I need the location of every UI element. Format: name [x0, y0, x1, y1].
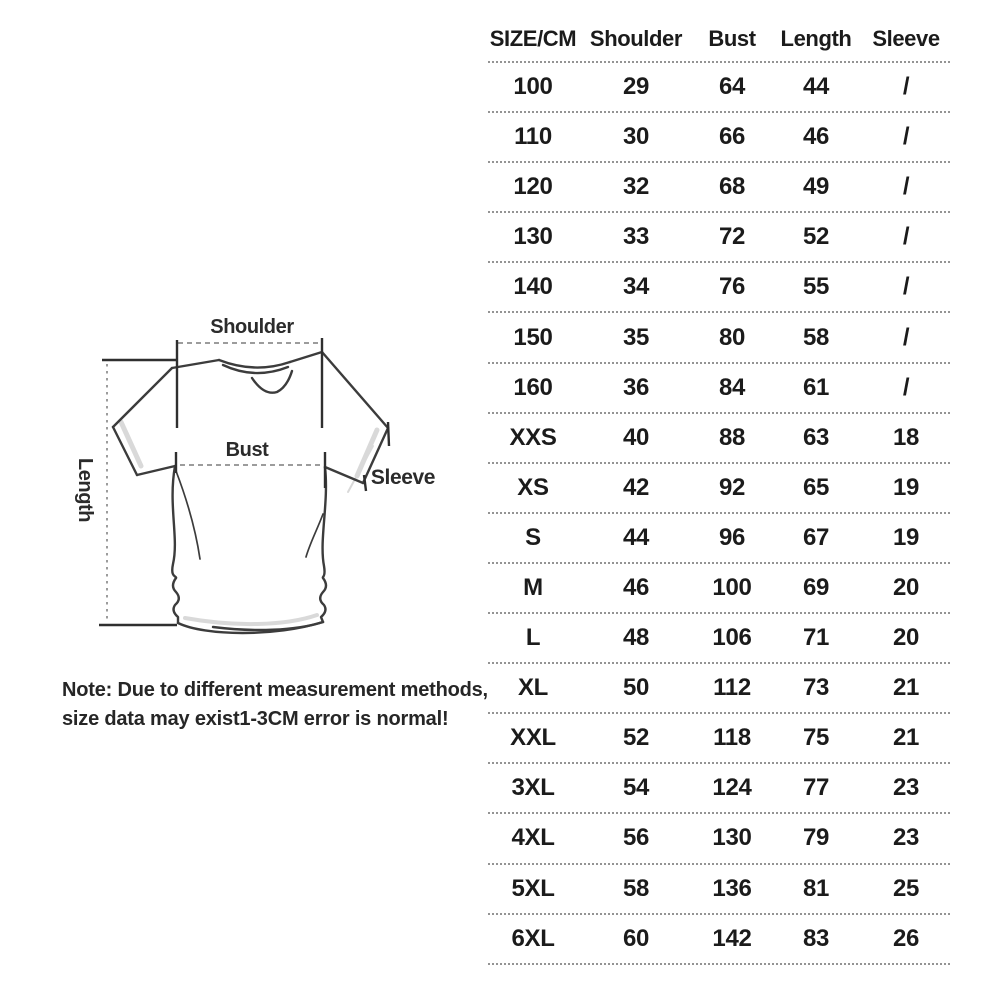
cell-length: 81	[802, 874, 830, 902]
cell-shoulder: 58	[622, 874, 650, 902]
table-row	[488, 664, 950, 714]
table-row	[488, 364, 950, 414]
cell-size: 110	[514, 123, 552, 151]
cell-length: 63	[802, 423, 830, 451]
cell-size: 3XL	[511, 774, 555, 802]
column-header-bust: Bust	[708, 25, 756, 51]
cell-bust: 130	[712, 824, 752, 852]
cell-size: XXS	[509, 423, 557, 451]
cell-length: 69	[802, 573, 830, 601]
table-row	[488, 414, 950, 464]
tshirt-measurement-diagram	[55, 300, 460, 680]
cell-length: 52	[802, 223, 830, 251]
bust-label: Bust	[225, 439, 269, 461]
table-row	[488, 313, 950, 363]
cell-shoulder: 40	[622, 423, 650, 451]
cell-bust: 88	[718, 423, 746, 451]
cell-sleeve: 20	[892, 624, 920, 652]
cell-size: 120	[513, 173, 553, 201]
cell-size: 100	[513, 73, 553, 101]
table-row	[488, 764, 950, 814]
cell-size: L	[525, 624, 541, 652]
sleeve-label: Sleeve	[370, 466, 436, 489]
cell-sleeve: /	[902, 373, 910, 401]
cell-length: 71	[802, 624, 830, 652]
cell-shoulder: 36	[622, 373, 650, 401]
cell-shoulder: 52	[622, 724, 650, 752]
cell-bust: 100	[712, 573, 752, 601]
cell-size: XXL	[510, 724, 556, 752]
table-row	[488, 63, 950, 113]
table-row	[488, 163, 950, 213]
cell-bust: 136	[712, 874, 752, 902]
table-row	[488, 915, 950, 965]
table-row	[488, 213, 950, 263]
cell-bust: 112	[713, 674, 751, 702]
cell-sleeve: /	[902, 223, 910, 251]
cell-shoulder: 32	[622, 173, 650, 201]
dimension-lines	[99, 338, 389, 625]
column-header-size: SIZE/CM	[489, 25, 577, 51]
sleeve-corner-tick	[388, 422, 389, 446]
measurement-note	[62, 676, 488, 734]
cell-shoulder: 46	[622, 573, 650, 601]
cell-bust: 80	[718, 323, 746, 351]
column-header-sleeve: Sleeve	[872, 25, 940, 51]
table-row	[488, 714, 950, 764]
cell-size: 6XL	[511, 924, 555, 952]
size-table-body	[488, 63, 950, 965]
cell-length: 73	[802, 674, 830, 702]
column-header-shoulder: Shoulder	[589, 25, 683, 51]
cell-shoulder: 48	[622, 624, 650, 652]
cell-length: 83	[802, 924, 830, 952]
cell-size: 5XL	[511, 874, 555, 902]
cell-bust: 106	[712, 624, 752, 652]
cell-shoulder: 54	[622, 774, 650, 802]
table-row	[488, 113, 950, 163]
cell-sleeve: 19	[892, 473, 920, 501]
cell-length: 58	[802, 323, 830, 351]
cell-shoulder: 29	[622, 73, 650, 101]
table-row	[488, 514, 950, 564]
cell-length: 65	[802, 473, 830, 501]
cell-sleeve: 23	[892, 824, 920, 852]
cell-bust: 64	[718, 73, 746, 101]
cell-size: 130	[513, 223, 553, 251]
cell-size: XL	[517, 674, 549, 702]
tshirt-diagram-svg	[55, 300, 460, 680]
cell-sleeve: /	[902, 323, 910, 351]
cell-length: 55	[802, 273, 830, 301]
cell-size: M	[523, 573, 543, 601]
cell-length: 77	[802, 774, 830, 802]
cell-sleeve: 23	[892, 774, 920, 802]
cell-bust: 124	[712, 774, 752, 802]
cell-sleeve: /	[902, 273, 910, 301]
cell-size: XS	[517, 473, 549, 501]
cell-shoulder: 50	[622, 674, 650, 702]
measurement-note-line2: size data may exist1-3CM error is normal!	[62, 708, 449, 730]
cell-sleeve: /	[902, 73, 910, 101]
cell-bust: 84	[718, 373, 746, 401]
cell-length: 67	[802, 523, 830, 551]
cell-sleeve: 18	[892, 423, 920, 451]
cell-sleeve: /	[902, 173, 910, 201]
cell-length: 61	[802, 373, 830, 401]
cell-size: 140	[513, 273, 553, 301]
cell-bust: 142	[712, 924, 752, 952]
cell-bust: 118	[713, 724, 751, 752]
cell-bust: 66	[718, 123, 746, 151]
cell-sleeve: 25	[892, 874, 920, 902]
cell-length: 44	[802, 73, 830, 101]
cell-length: 75	[802, 724, 830, 752]
cell-shoulder: 30	[622, 123, 650, 151]
table-row	[488, 564, 950, 614]
tshirt-outline	[113, 352, 388, 633]
table-row	[488, 814, 950, 864]
cell-size: 4XL	[511, 824, 555, 852]
cell-size: S	[525, 523, 541, 551]
length-label: Length	[74, 457, 96, 523]
measurement-note-line1: Note: Due to different measurement methods,	[62, 679, 488, 701]
cell-bust: 96	[718, 523, 746, 551]
cell-shoulder: 34	[622, 273, 650, 301]
cell-sleeve: 21	[892, 724, 920, 752]
cell-length: 46	[802, 123, 830, 151]
cell-shoulder: 44	[622, 523, 650, 551]
cell-size: 150	[513, 323, 553, 351]
cell-shoulder: 35	[622, 323, 650, 351]
cell-shoulder: 60	[622, 924, 650, 952]
cell-bust: 72	[718, 223, 746, 251]
table-header-row	[488, 16, 950, 63]
cell-size: 160	[513, 373, 553, 401]
column-header-length: Length	[780, 25, 852, 51]
cell-bust: 92	[718, 473, 746, 501]
cell-bust: 68	[718, 173, 746, 201]
cell-sleeve: 26	[892, 924, 920, 952]
cell-sleeve: 20	[892, 573, 920, 601]
cell-length: 49	[802, 173, 830, 201]
size-table	[488, 16, 950, 965]
table-row	[488, 614, 950, 664]
cell-sleeve: 19	[892, 523, 920, 551]
cell-shoulder: 56	[622, 824, 650, 852]
table-row	[488, 464, 950, 514]
cell-bust: 76	[718, 273, 746, 301]
cell-sleeve: /	[902, 123, 910, 151]
shoulder-label: Shoulder	[210, 316, 294, 338]
cell-sleeve: 21	[892, 674, 920, 702]
table-row	[488, 263, 950, 313]
cell-length: 79	[802, 824, 830, 852]
cell-shoulder: 42	[622, 473, 650, 501]
cell-shoulder: 33	[622, 223, 650, 251]
table-row	[488, 865, 950, 915]
